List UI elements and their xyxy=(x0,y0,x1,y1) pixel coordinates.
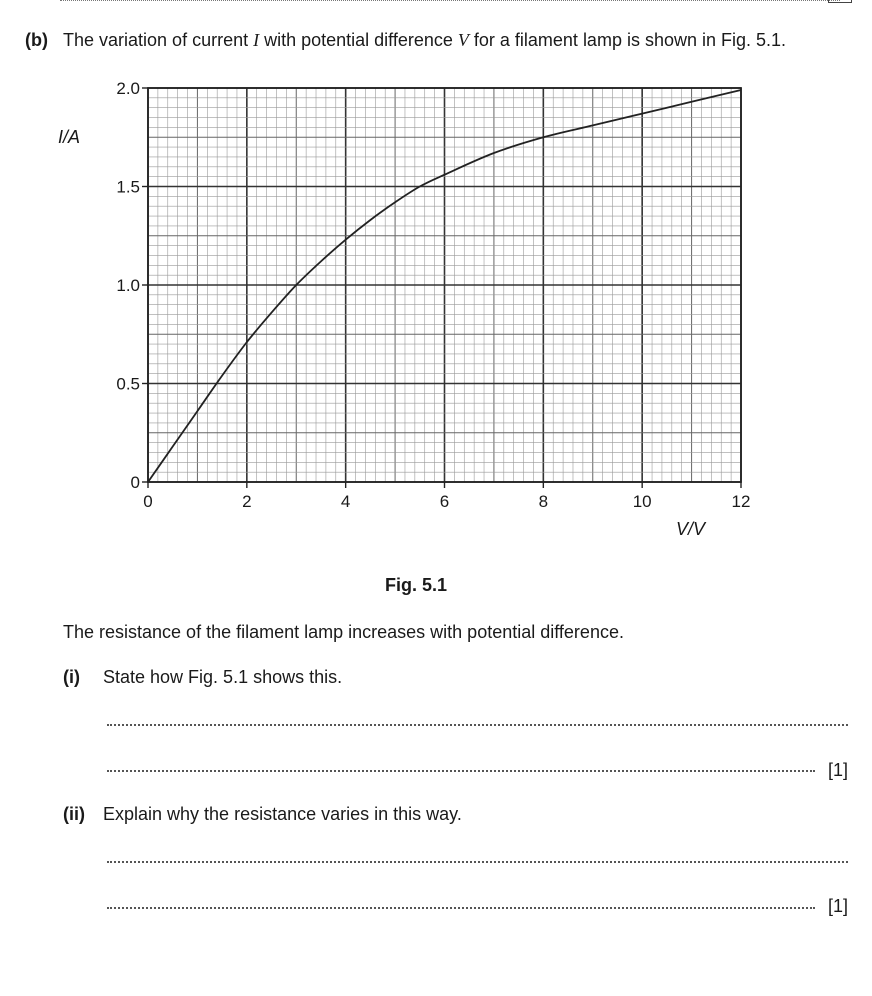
subquestion-ii-text: Explain why the resistance varies in this way. xyxy=(103,804,462,824)
symbol-current: I xyxy=(253,30,260,50)
figure-caption: Fig. 5.1 xyxy=(384,575,447,595)
answer-line-i-1[interactable] xyxy=(107,724,848,726)
subquestion-i-number: (i) xyxy=(63,667,80,687)
x-tick-label: 0 xyxy=(143,492,153,511)
x-tick-label: 8 xyxy=(538,492,549,511)
y-axis-label: I/A xyxy=(58,127,81,147)
subquestion-i-text: State how Fig. 5.1 shows this. xyxy=(103,667,343,687)
x-axis-label: V/V xyxy=(676,519,706,539)
y-tick-label: 0 xyxy=(130,473,140,492)
mark-i: [1] xyxy=(828,760,849,780)
answer-line-ii-2[interactable] xyxy=(107,907,815,909)
y-tick-label: 2.0 xyxy=(116,79,140,98)
mark-ii: [1] xyxy=(828,896,849,916)
resistance-statement: The resistance of the filament lamp increases with potential difference. xyxy=(63,622,624,642)
x-tick-label: 12 xyxy=(731,492,751,511)
subquestion-ii-number: (ii) xyxy=(63,804,85,824)
symbol-voltage: V xyxy=(457,30,469,50)
question-text-2: with potential difference xyxy=(259,30,458,50)
x-tick-label: 6 xyxy=(439,492,450,511)
y-tick-label: 0.5 xyxy=(116,374,140,394)
y-tick-label: 1.0 xyxy=(116,276,140,295)
answer-line-i-2[interactable] xyxy=(107,770,815,772)
y-tick-label: 1.5 xyxy=(116,177,140,197)
x-tick-label: 4 xyxy=(340,492,351,511)
x-tick-label: 10 xyxy=(632,492,652,511)
subquestion-ii xyxy=(63,804,462,825)
question-text-1: The variation of current xyxy=(63,30,254,50)
question-part-label: (b) xyxy=(25,30,48,50)
question-text-3: for a filament lamp is shown in Fig. 5.1. xyxy=(468,30,787,50)
answer-line-ii-1[interactable] xyxy=(107,861,848,863)
subquestion-i xyxy=(63,667,342,688)
x-tick-label: 2 xyxy=(242,492,252,511)
